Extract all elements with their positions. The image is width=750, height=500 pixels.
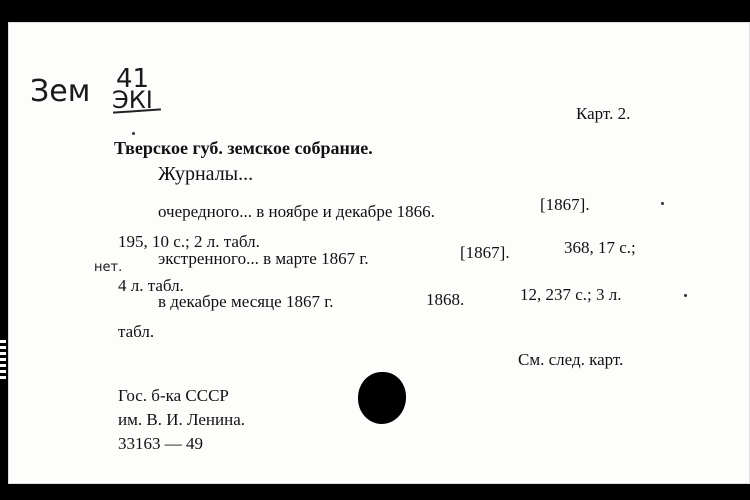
- library-line-1: Гос. б-ка СССР: [118, 386, 229, 405]
- entry-3-pages: 12, 237 с.; 3 л.: [520, 285, 622, 304]
- entry-3-continuation: табл.: [118, 322, 155, 341]
- handwritten-denominator: ЭКI: [112, 86, 153, 114]
- entry-2-pages: 368, 17 с.;: [564, 238, 636, 257]
- ink-speck: [661, 202, 664, 205]
- author-heading: Тверское губ. земское собрание.: [114, 138, 373, 158]
- scan-edge-marks: [0, 340, 6, 380]
- entry-1-text: очередного... в ноябре и декабре 1866.: [158, 202, 435, 221]
- entry-2-continuation: 4 л. табл.: [118, 276, 184, 295]
- entry-2-text: экстренного... в марте 1867 г.: [158, 249, 369, 268]
- card-number: Карт. 2.: [576, 104, 631, 123]
- punch-hole: [358, 372, 406, 424]
- entry-2-date: [1867].: [460, 243, 510, 262]
- entry-1-date: [1867].: [540, 195, 590, 214]
- ink-speck: [132, 132, 135, 135]
- handwritten-note: нет.: [94, 260, 123, 275]
- see-next-card: См. след. карт.: [518, 350, 624, 369]
- library-line-2: им. В. И. Ленина.: [118, 410, 246, 429]
- library-line-3: 33163 — 49: [118, 434, 203, 453]
- entry-3-year: 1868.: [426, 290, 465, 309]
- work-title: Журналы...: [158, 163, 254, 185]
- entry-3-text: в декабре месяце 1867 г.: [158, 292, 334, 311]
- entry-1-continuation: 195, 10 с.; 2 л. табл.: [118, 232, 260, 251]
- handwritten-numerator: 41: [116, 64, 150, 94]
- handwritten-prefix: Зем: [30, 74, 91, 109]
- ink-speck: [684, 294, 687, 297]
